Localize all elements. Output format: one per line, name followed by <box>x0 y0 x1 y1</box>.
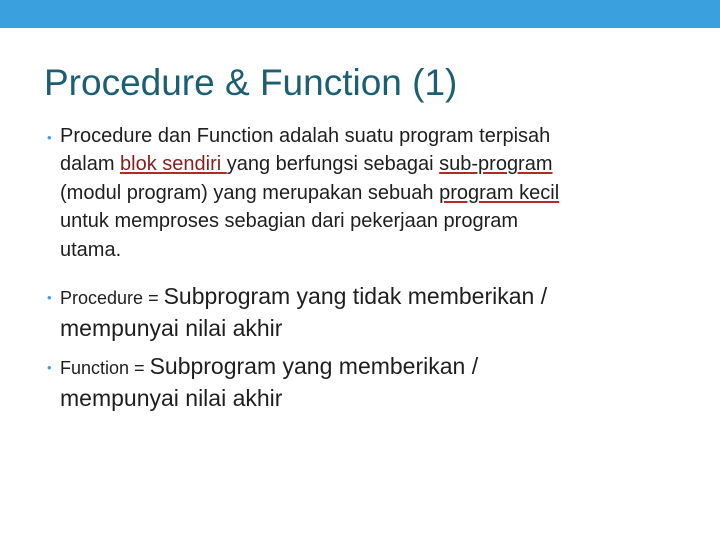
text-run: yang berfungsi sebagai <box>226 153 440 176</box>
text-run: dalam <box>60 153 121 176</box>
hyperlink-sub-program[interactable]: sub-program <box>439 153 553 176</box>
text-run: Procedure dan Function adalah suatu program terpisah <box>60 125 551 147</box>
text-line <box>60 281 700 313</box>
top-accent-bar <box>0 0 720 28</box>
bullet-dot-icon: • <box>47 290 52 305</box>
bullet-text <box>60 122 700 264</box>
text-run: Subprogram yang memberikan / <box>149 353 479 379</box>
bullet-text <box>60 351 700 413</box>
text-run: utama. <box>60 238 122 261</box>
text-line <box>60 150 700 178</box>
bullet-text <box>60 281 700 343</box>
text-run: untuk memproses sebagian dari pekerjaan program <box>60 210 519 233</box>
term-function: Function <box>60 358 130 378</box>
term-separator: = <box>143 288 164 308</box>
text-run: Subprogram yang tidak memberikan / <box>163 283 548 309</box>
text-line <box>60 383 700 413</box>
bullet-dot-icon: • <box>47 130 52 145</box>
text-line <box>60 236 700 264</box>
text-line <box>60 179 700 207</box>
hyperlink-blok-sendiri[interactable]: blok sendiri <box>120 153 227 176</box>
text-line <box>60 351 700 383</box>
term-separator: = <box>129 358 150 378</box>
text-run: mempunyai nilai akhir <box>60 315 283 341</box>
term-procedure: Procedure <box>60 288 144 308</box>
text-run: mempunyai nilai akhir <box>60 385 283 411</box>
text-line <box>60 313 700 343</box>
text-line <box>60 207 700 235</box>
hyperlink-program-kecil[interactable]: program kecil <box>439 181 560 204</box>
text-line <box>60 122 700 150</box>
text-run: (modul program) yang merupakan sebuah <box>60 181 440 204</box>
slide-title: Procedure & Function (1) <box>44 62 458 103</box>
bullet-dot-icon: • <box>47 360 52 375</box>
